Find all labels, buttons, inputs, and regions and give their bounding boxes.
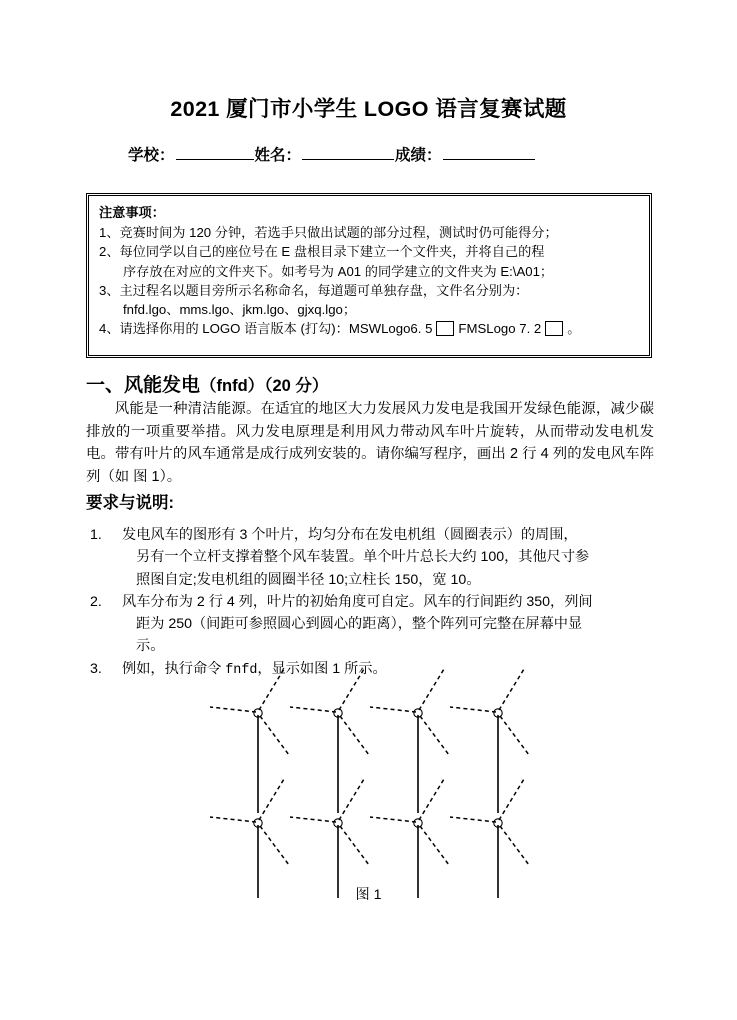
notice-heading: 注意事项： xyxy=(99,205,165,220)
requirement-number-2: 2. xyxy=(90,593,102,610)
page-title: 2021 厦门市小学生 LOGO 语言复赛试题 xyxy=(170,97,567,121)
score-label: 成绩： xyxy=(395,147,442,164)
requirements-heading: 要求与说明: xyxy=(86,494,174,512)
notice-item-2: 2、每位同学以自己的座位号在 E 盘根目录下建立一个文件夹，并将自己的程 xyxy=(99,244,545,260)
section-name: 风能发电 xyxy=(124,375,201,396)
version-suffix-text: 。 xyxy=(567,321,581,337)
requirement-item-2 xyxy=(86,591,658,658)
requirement-1-line-2: 另有一个立杆支撑着整个风车装置。单个叶片总长大约 100，其他尺寸参 xyxy=(136,549,590,566)
school-input[interactable] xyxy=(176,144,254,160)
turbine-r2-c1 xyxy=(210,779,289,898)
header-fields-row xyxy=(128,143,628,165)
requirement-3-text-post: ，显示如图 1 所示。 xyxy=(257,660,387,677)
version-prefix-text: 4、请选择你用的 LOGO 语言版本 (打勾)： xyxy=(99,321,349,337)
requirement-body-1 xyxy=(122,524,658,591)
notice-box xyxy=(86,193,652,358)
turbine-r1-c3 xyxy=(370,669,449,813)
turbine-r2-c2 xyxy=(290,779,369,898)
turbine-r2-c4 xyxy=(450,779,529,898)
requirement-body-2 xyxy=(122,591,658,658)
requirement-item-1 xyxy=(86,524,658,591)
mswlogo-checkbox[interactable] xyxy=(436,321,454,336)
notice-item-4-version xyxy=(99,319,640,338)
turbine-r1-c4 xyxy=(450,669,529,813)
requirement-1-line-3: 照图自定;发电机组的圆圈半径 10;立柱长 150，宽 10。 xyxy=(136,571,481,588)
section-points: （20 分） xyxy=(264,377,329,395)
requirement-1-line-1: 发电风车的图形有 3 个叶片，均匀分布在发电机组（圆圈表示）的周围， xyxy=(122,527,578,543)
turbine-r1-c1 xyxy=(210,669,289,813)
section-intro-paragraph: 风能是一种清洁能源。在适宜的地区大力发展风力发电是我国开发绿色能源，减少碳排放的一项重要举措。风力发电原理是利用风力带动风车叶片旋转，从而带动发电机发电。带有叶片的风车通常是成行成列安装的。请你编写程序，画出 2 行 4 列的发电风车阵列（如 图 1）。 xyxy=(86,401,654,485)
school-label: 学校： xyxy=(128,147,175,164)
requirement-3-command: fnfd xyxy=(225,662,258,678)
figure-caption: 图 1 xyxy=(355,887,382,903)
wind-turbine-figure xyxy=(196,668,546,898)
section-heading xyxy=(86,370,328,397)
wind-turbine-array-svg xyxy=(196,668,546,898)
requirement-3-text-pre: 例如，执行命令 xyxy=(122,660,226,677)
turbine-r2-c3 xyxy=(370,779,449,898)
requirements-list xyxy=(86,524,658,682)
requirement-2-line-1: 风车分布为 2 行 4 列，叶片的初始角度可自定。风车的行间距约 350，列间 xyxy=(122,593,593,610)
name-input[interactable] xyxy=(302,144,394,160)
section-number: 一、 xyxy=(86,375,125,396)
requirement-number-1: 1. xyxy=(90,527,102,543)
section-code: （fnfd） xyxy=(200,377,265,395)
notice-item-3: 3、主过程名以题目旁所示名称命名，每道题可单独存盘，文件名分别为： xyxy=(99,282,529,298)
fmslogo-checkbox[interactable] xyxy=(545,321,563,336)
notice-item-1: 1、竞赛时间为 120 分钟，若选手只做出试题的部分过程，测试时仍可能得分； xyxy=(99,225,558,240)
requirement-2-line-3: 示。 xyxy=(136,638,165,655)
notice-item-3-files: fnfd.lgo、mms.lgo、jkm.lgo、gjxq.lgo； xyxy=(123,302,357,318)
turbine-r1-c2 xyxy=(290,669,369,813)
requirement-number-3: 3. xyxy=(90,660,102,677)
name-label: 姓名： xyxy=(254,147,302,164)
fmslogo-label: FMSLogo 7. 2 xyxy=(458,321,542,337)
notice-item-2-cont: 序存放在对应的文件夹下。如考号为 A01 的同学建立的文件夹为 E:\A01； xyxy=(123,263,554,279)
requirement-2-line-2: 距为 250（间距可参照圆心到圆心的距离），整个阵列可完整在屏幕中显 xyxy=(136,616,583,633)
score-input[interactable] xyxy=(443,144,535,160)
mswlogo-label: MSWLogo6. 5 xyxy=(348,321,433,337)
